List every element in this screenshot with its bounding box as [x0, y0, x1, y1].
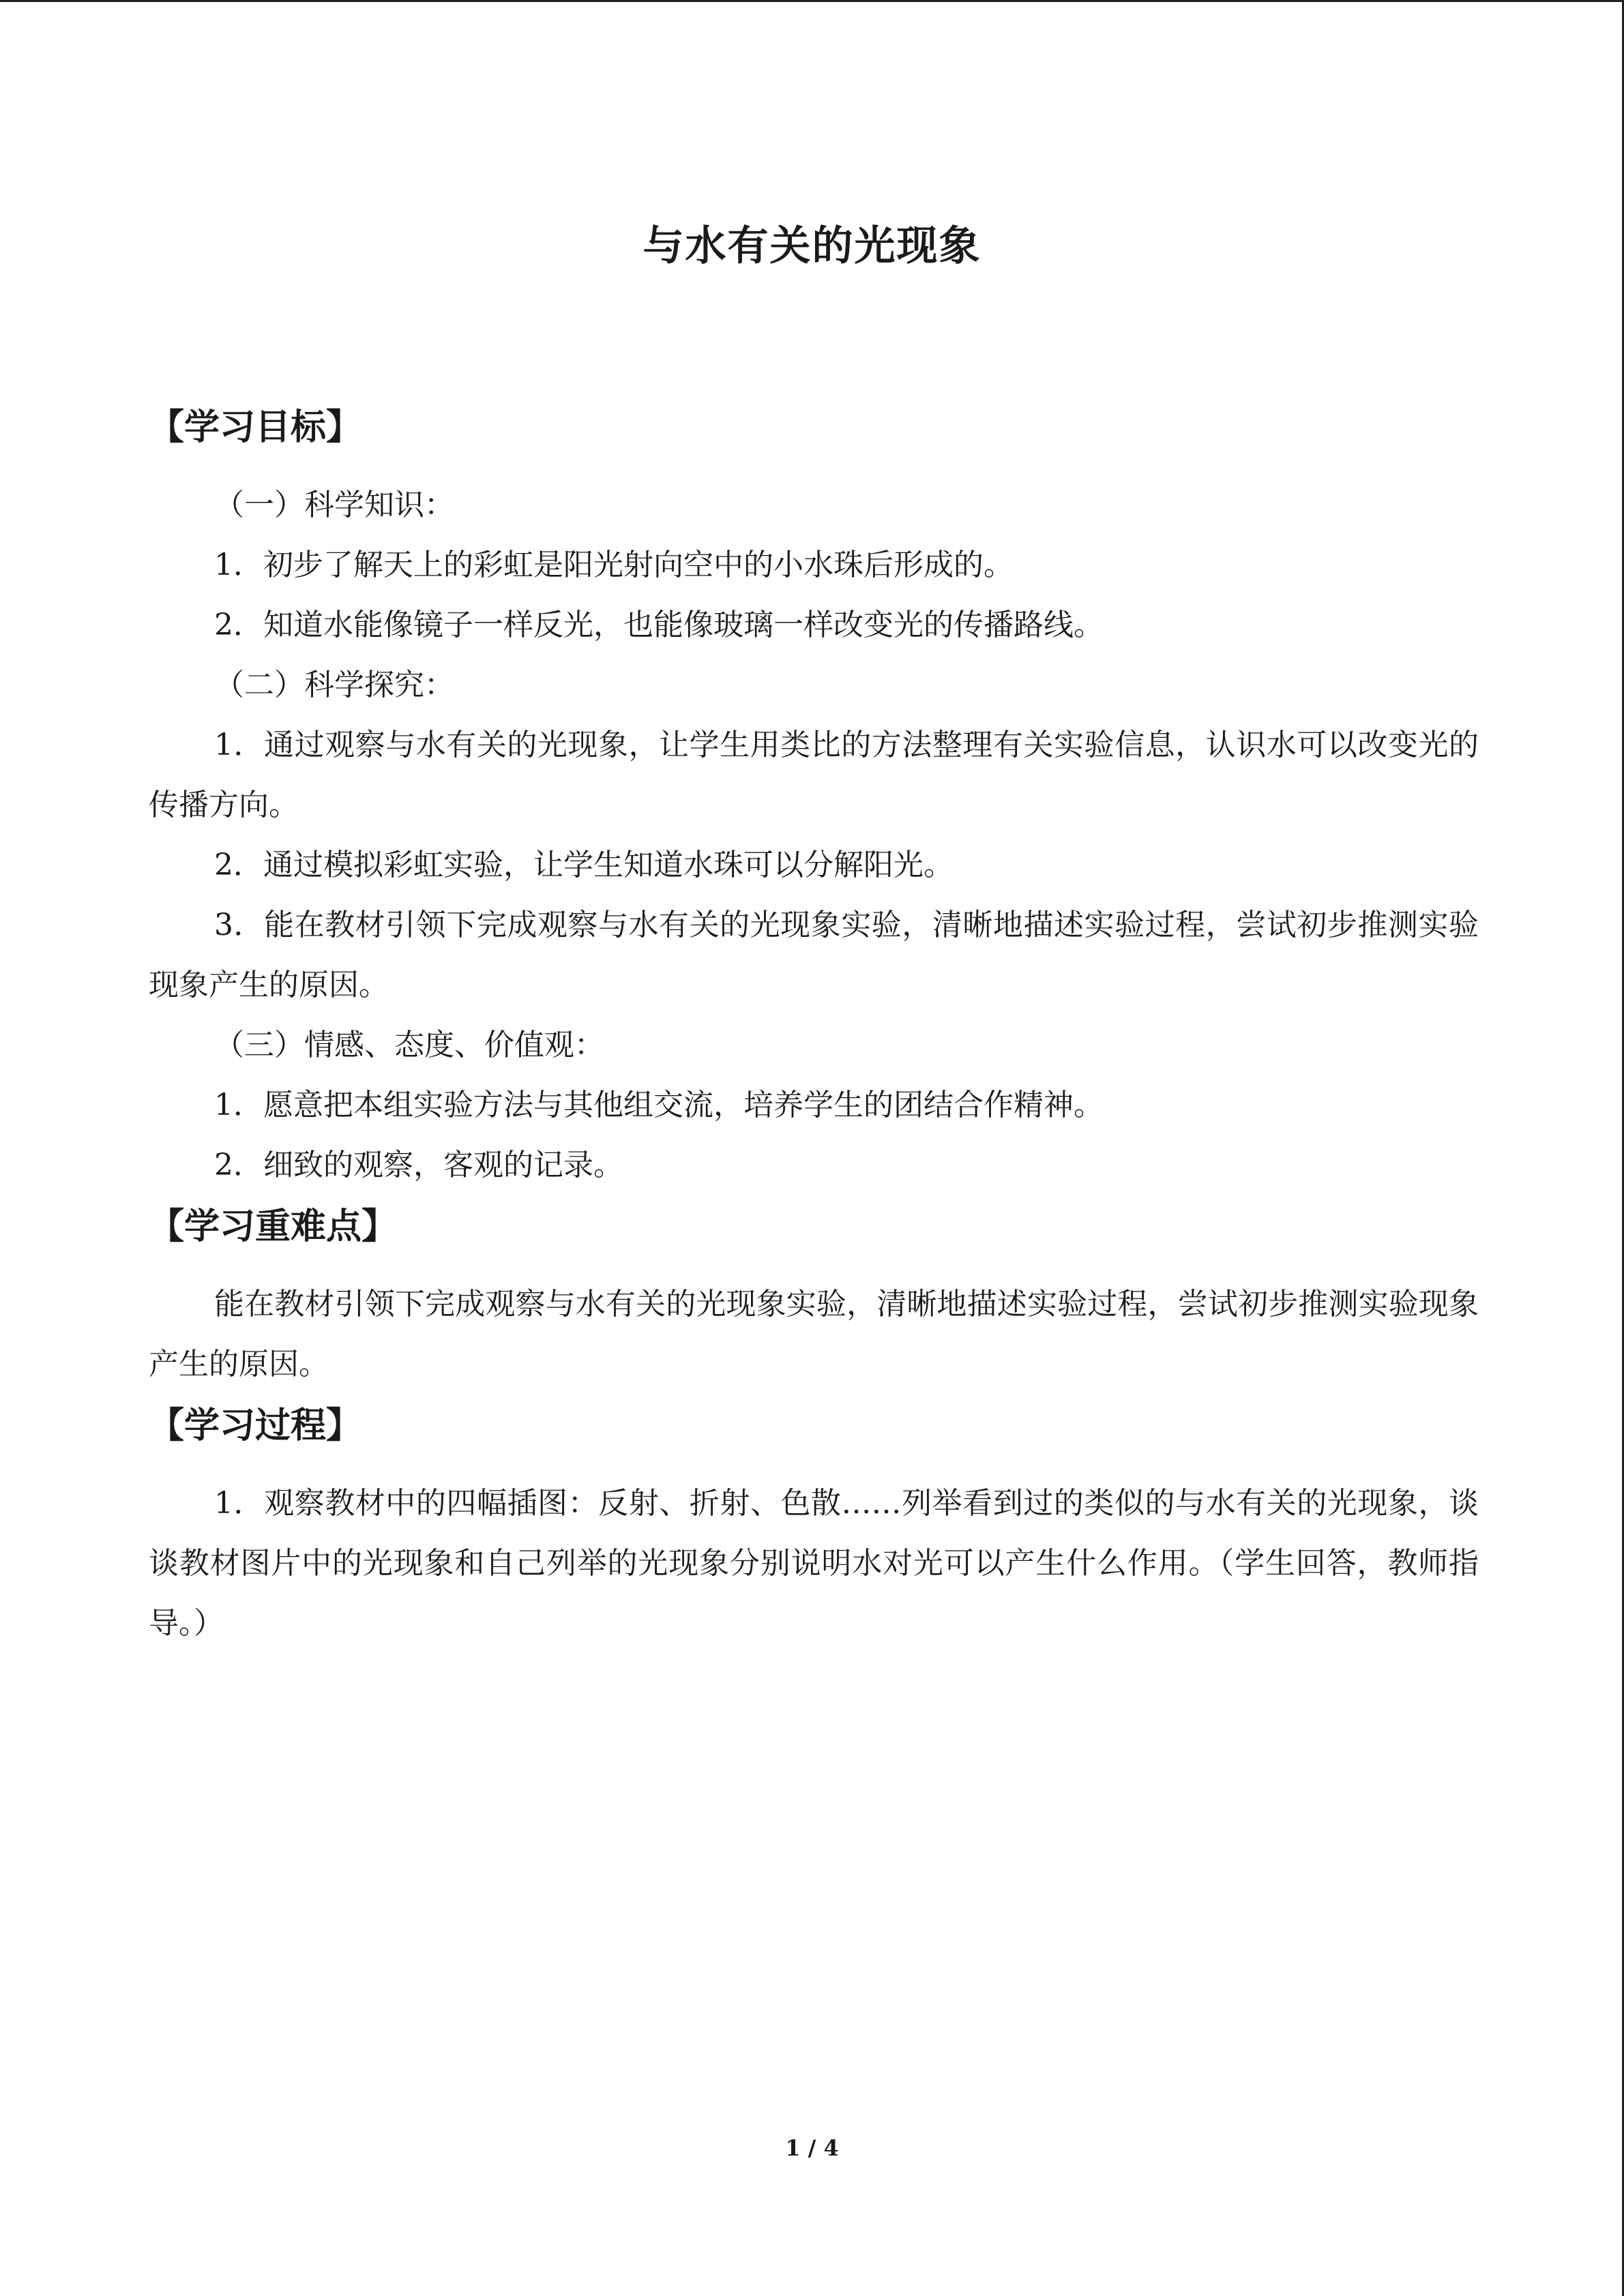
process-step: 1．观察教材中的四幅插图：反射、折射、色散……列举看到过的类似的与水有关的光现象，谈谈教材图片中的光现象和自己列举的光现象分别说明水对光可以产生什么作用。（学生回答，教师指导。） [149, 1486, 1479, 1641]
section-heading-key-points: 【学习重难点】 [149, 1206, 398, 1247]
subsection-label-knowledge: （一）科学知识： [214, 488, 454, 522]
section-learning-process [149, 1395, 1479, 1654]
subsection-label-attitude: （三）情感、态度、价值观： [214, 1028, 604, 1062]
page-number: 1 / 4 [785, 2135, 839, 2161]
goal-item: 2．细致的观察，客观的记录。 [214, 1148, 623, 1182]
goal-item: 2．通过模拟彩虹实验，让学生知道水珠可以分解阳光。 [214, 848, 954, 882]
document-body [149, 396, 1479, 1654]
page-title: 与水有关的光现象 [643, 222, 981, 270]
goal-item: 2．知道水能像镜子一样反光，也能像玻璃一样改变光的传播路线。 [214, 608, 1104, 642]
key-points-text: 能在教材引领下完成观察与水有关的光现象实验，清晰地描述实验过程，尝试初步推测实验现象产生的原因。 [149, 1287, 1479, 1382]
section-heading-goals: 【学习目标】 [149, 407, 362, 448]
goal-item: 3．能在教材引领下完成观察与水有关的光现象实验，清晰地描述实验过程，尝试初步推测实验现象产生的原因。 [149, 908, 1479, 1002]
section-learning-goals [149, 396, 1479, 1195]
goal-item: 1．初步了解天上的彩虹是阳光射向空中的小水珠后形成的。 [214, 548, 1014, 582]
goal-item: 1．愿意把本组实验方法与其他组交流，培养学生的团结合作精神。 [214, 1088, 1104, 1122]
section-key-points [149, 1195, 1479, 1395]
subsection-label-inquiry: （二）科学探究： [214, 668, 454, 702]
goal-item: 1．通过观察与水有关的光现象，让学生用类比的方法整理有关实验信息，认识水可以改变光的传播方向。 [149, 728, 1479, 822]
section-heading-process: 【学习过程】 [149, 1405, 362, 1446]
